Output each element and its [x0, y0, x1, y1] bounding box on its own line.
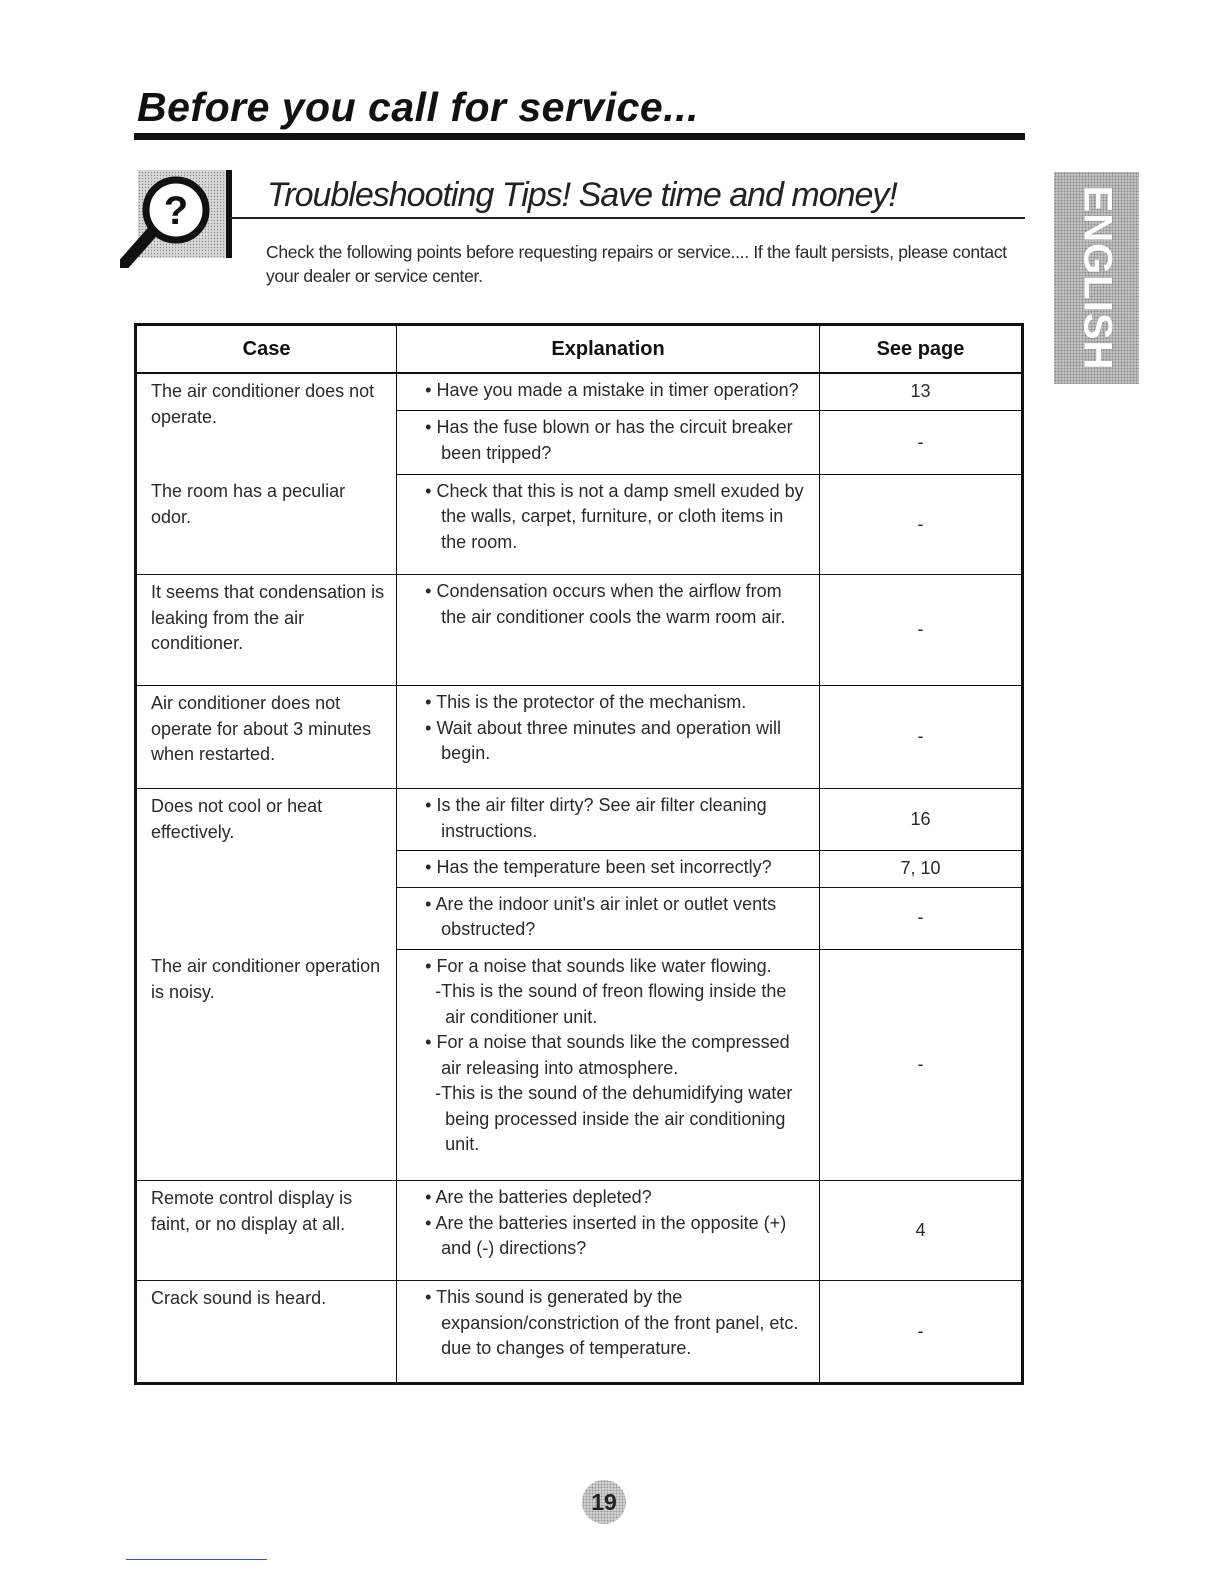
explanation-line: • Have you made a mistake in timer operation?: [425, 380, 799, 400]
footer-rule: [126, 1559, 267, 1560]
language-tab-label: ENGLISH: [1075, 185, 1119, 371]
see-page-cell: -: [819, 887, 1022, 949]
explanation-cell: [397, 411, 820, 474]
case-cell: The air conditioner does not operate.: [136, 373, 397, 474]
see-page-cell: -: [819, 949, 1022, 1181]
see-page-cell: -: [819, 411, 1022, 474]
explanation-cell: [397, 686, 820, 789]
case-cell: Air conditioner does not operate for about 3 minutes when restarted.: [136, 686, 397, 789]
svg-text:?: ?: [163, 189, 189, 233]
troubleshooting-table: [134, 323, 1024, 1385]
case-cell: Crack sound is heard.: [136, 1281, 397, 1384]
see-page-cell: 4: [819, 1181, 1022, 1281]
explanation-cell: [397, 851, 820, 888]
explanation-line: • Has the temperature been set incorrectly?: [425, 857, 772, 877]
see-page-cell: 7, 10: [819, 851, 1022, 888]
see-page-cell: -: [819, 1281, 1022, 1384]
see-page-cell: 13: [819, 373, 1022, 411]
see-page-cell: -: [819, 474, 1022, 575]
page-number: 19: [582, 1480, 626, 1524]
case-cell: It seems that condensation is leaking from the air conditioner.: [136, 575, 397, 686]
explanation-line: • Has the fuse blown or has the circuit breaker been tripped?: [425, 417, 793, 463]
table-row: [136, 686, 1023, 789]
explanation-cell: [397, 1281, 820, 1384]
language-tab: [1054, 172, 1139, 384]
explanation-cell: [397, 373, 820, 411]
explanation-cell: [397, 789, 820, 851]
see-page-cell: -: [819, 686, 1022, 789]
magnifier-question-icon: [120, 168, 232, 268]
subtitle-underline: [230, 217, 1025, 219]
table-row: [136, 474, 1023, 575]
section-subtitle: Troubleshooting Tips! Save time and money!: [267, 176, 897, 214]
case-cell: Does not cool or heat effectively.: [136, 789, 397, 950]
header-see-page: See page: [819, 325, 1022, 374]
table-row: [136, 575, 1023, 686]
explanation-line: -This is the sound of the dehumidifying water being processed inside the air conditioning unit.: [435, 1083, 793, 1154]
explanation-line: • This is the protector of the mechanism.: [425, 692, 747, 712]
header-explanation: Explanation: [397, 325, 820, 374]
page-title: Before you call for service...: [137, 84, 699, 130]
case-cell: The room has a peculiar odor.: [136, 474, 397, 575]
table-row: [136, 789, 1023, 851]
explanation-line: • This sound is generated by the expansion/constriction of the front panel, etc. due to changes of temperature.: [425, 1287, 799, 1358]
explanation-line: -This is the sound of freon flowing inside the air conditioner unit.: [435, 981, 787, 1027]
explanation-line: • Are the batteries depleted?: [425, 1187, 652, 1207]
explanation-line: • For a noise that sounds like water flowing.: [425, 955, 772, 976]
explanation-line: • Condensation occurs when the airflow from the air conditioner cools the warm room air.: [425, 581, 786, 627]
intro-text: Check the following points before requesting repairs or service.... If the fault persists, please contact your dealer or service center.: [266, 242, 1007, 286]
see-page-cell: 16: [819, 789, 1022, 851]
see-page-cell: -: [819, 575, 1022, 686]
case-cell: Remote control display is faint, or no display at all.: [136, 1181, 397, 1281]
case-cell: The air conditioner operation is noisy.: [136, 949, 397, 1181]
explanation-line: • Wait about three minutes and operation will begin.: [425, 717, 781, 763]
explanation-line: • Check that this is not a damp smell exuded by the walls, carpet, furniture, or cloth items in the room.: [425, 480, 804, 552]
explanation-cell: [397, 1181, 820, 1281]
explanation-cell: [397, 887, 820, 949]
title-underline: [134, 133, 1025, 140]
explanation-line: • Are the batteries inserted in the opposite (+) and (-) directions?: [425, 1212, 787, 1258]
table-row: [136, 1181, 1023, 1281]
explanation-cell: [397, 949, 820, 1181]
table-row: [136, 373, 1023, 411]
table-row: [136, 1281, 1023, 1384]
header-case: Case: [136, 325, 397, 374]
explanation-cell: [397, 474, 820, 575]
explanation-cell: [397, 575, 820, 686]
explanation-line: • For a noise that sounds like the compressed air releasing into atmosphere.: [425, 1032, 790, 1078]
table-body: [136, 373, 1023, 1384]
explanation-line: • Is the air filter dirty? See air filter cleaning instructions.: [425, 795, 767, 841]
table-row: [136, 949, 1023, 1181]
explanation-line: • Are the indoor unit's air inlet or outlet vents obstructed?: [425, 893, 777, 939]
table-header-row: [136, 325, 1023, 374]
